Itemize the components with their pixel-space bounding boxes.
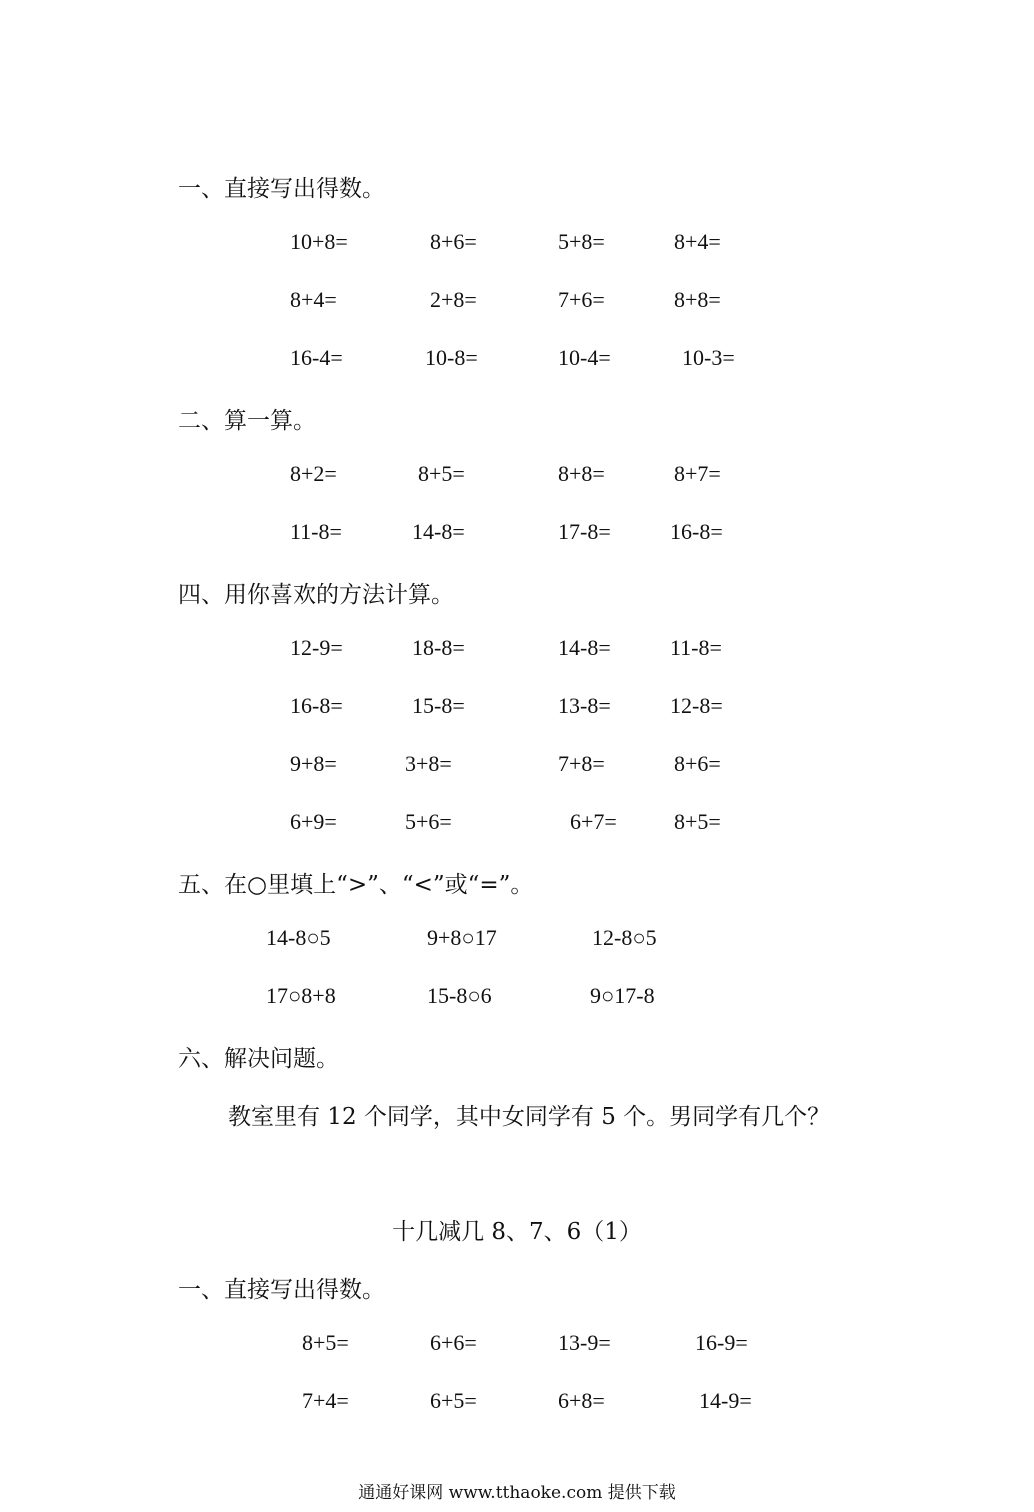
exercise-item: 10-8=: [425, 345, 478, 370]
exercise-item: 13-9=: [558, 1330, 611, 1355]
exercise-item: 10-3=: [682, 345, 735, 370]
exercise-item: 8+4=: [290, 287, 337, 312]
exercise-item: 13-8=: [558, 693, 611, 718]
word-problem: 教室里有 12 个同学，其中女同学有 5 个。男同学有几个？: [228, 1104, 831, 1130]
page-footer: 通通好课网 www.tthaoke.com 提供下载: [358, 1483, 676, 1503]
exercise-item: 14-8=: [412, 519, 465, 544]
lesson-title: 十几减几 8、7、6（1）: [392, 1219, 642, 1245]
exercise-item: 16-4=: [290, 345, 343, 370]
exercise-item: 11-8=: [670, 635, 722, 660]
exercise-item: 16-9=: [695, 1330, 748, 1355]
exercise-item: 8+5=: [418, 461, 465, 486]
exercise-item: 8+6=: [674, 751, 721, 776]
exercise-item: 6+6=: [430, 1330, 477, 1355]
compare-item: 12-8○5: [592, 925, 657, 950]
compare-item: 17○8+8: [266, 983, 336, 1008]
compare-item: 15-8○6: [427, 983, 492, 1008]
exercise-item: 12-8=: [670, 693, 723, 718]
exercise-item: 5+8=: [558, 229, 605, 254]
exercise-item: 3+8=: [405, 751, 452, 776]
exercise-item: 15-8=: [412, 693, 465, 718]
exercise-item: 8+6=: [430, 229, 477, 254]
exercise-item: 17-8=: [558, 519, 611, 544]
section-heading-calculate: 二、算一算。: [178, 408, 316, 434]
exercise-item: 8+8=: [674, 287, 721, 312]
exercise-item: 8+8=: [558, 461, 605, 486]
compare-item: 9○17-8: [590, 983, 655, 1008]
exercise-item: 7+4=: [302, 1388, 349, 1413]
exercise-item: 14-9=: [699, 1388, 752, 1413]
exercise-item: 12-9=: [290, 635, 343, 660]
compare-item: 9+8○17: [427, 925, 497, 950]
exercise-item: 7+8=: [558, 751, 605, 776]
exercise-item: 6+5=: [430, 1388, 477, 1413]
exercise-item: 16-8=: [670, 519, 723, 544]
exercise-item: 10-4=: [558, 345, 611, 370]
exercise-item: 16-8=: [290, 693, 343, 718]
section-heading-direct-answer: 一、直接写出得数。: [178, 176, 385, 202]
section-heading-free-method: 四、用你喜欢的方法计算。: [178, 582, 454, 608]
exercise-item: 11-8=: [290, 519, 342, 544]
compare-item: 14-8○5: [266, 925, 331, 950]
exercise-item: 7+6=: [558, 287, 605, 312]
section-heading-compare: 五、在○里填上“>”、“<”或“=”。: [178, 872, 534, 898]
exercise-item: 8+7=: [674, 461, 721, 486]
exercise-item: 8+5=: [674, 809, 721, 834]
exercise-item: 9+8=: [290, 751, 337, 776]
exercise-item: 10+8=: [290, 229, 348, 254]
section-heading-solve-problem: 六、解决问题。: [178, 1046, 339, 1072]
exercise-item: 8+5=: [302, 1330, 349, 1355]
exercise-item: 5+6=: [405, 809, 452, 834]
exercise-item: 6+9=: [290, 809, 337, 834]
exercise-item: 14-8=: [558, 635, 611, 660]
exercise-item: 18-8=: [412, 635, 465, 660]
exercise-item: 8+2=: [290, 461, 337, 486]
exercise-item: 6+8=: [558, 1388, 605, 1413]
section-heading-direct-answer-2: 一、直接写出得数。: [178, 1277, 385, 1303]
exercise-item: 6+7=: [570, 809, 617, 834]
exercise-item: 8+4=: [674, 229, 721, 254]
exercise-item: 2+8=: [430, 287, 477, 312]
